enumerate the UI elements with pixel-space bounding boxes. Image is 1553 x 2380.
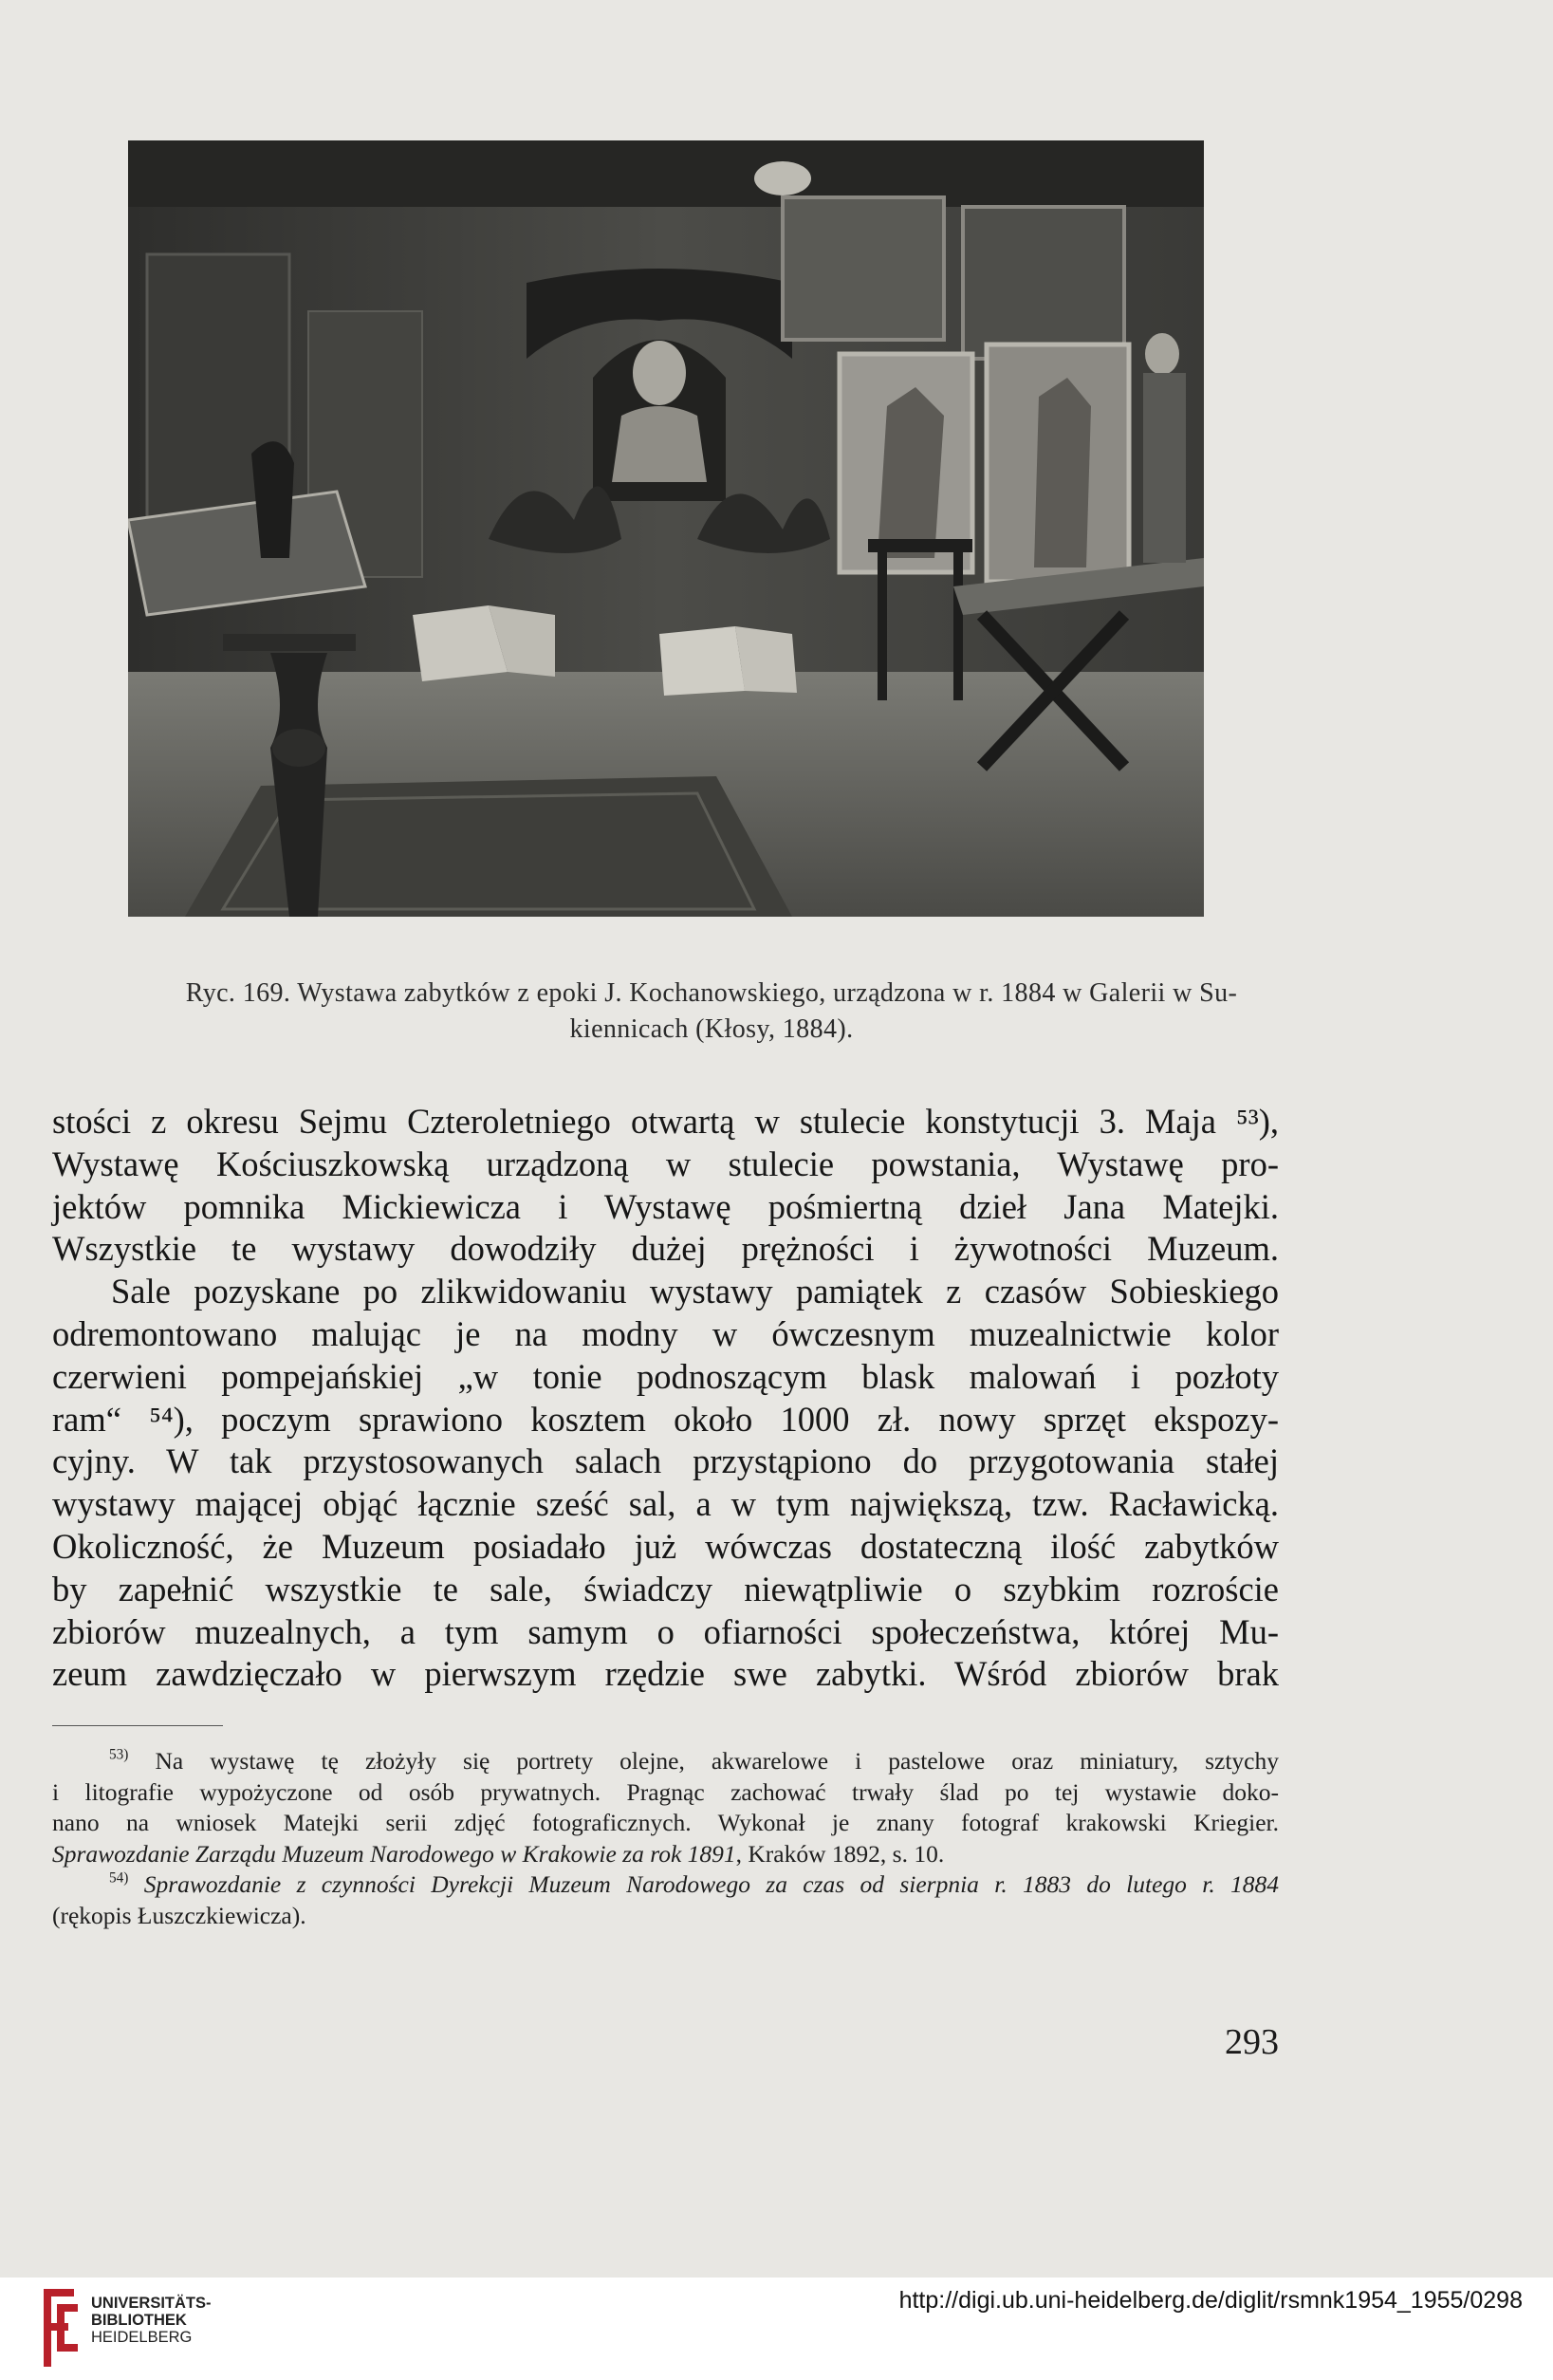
text-line: zeum zawdzięczało w pierwszym rzędzie swe zabytki. Wśród zbiorów brak	[52, 1654, 1279, 1694]
main-text	[52, 1101, 1279, 1696]
footnote-53-line-2: i litografie wypożyczone od osób prywatnych. Pragnąc zachować trwały ślad po tej wystawie doko-	[52, 1777, 1279, 1806]
text-line: Wystawę Kościuszkowską urządzoną w stulecie powstania, Wystawę pro-	[52, 1144, 1279, 1183]
exhibition-illustration	[128, 140, 1204, 917]
text-line: zbiorów muzealnych, a tym samym o ofiarności społeczeństwa, której Mu-	[52, 1611, 1279, 1651]
library-name	[91, 2295, 212, 2346]
text-line: by zapełnić wszystkie te sale, świadczy niewątpliwie o szybkim rozroście	[52, 1569, 1279, 1608]
footnote-citation: Sprawozdanie Zarządu Muzeum Narodowego w Krakowie za rok 1891	[52, 1839, 736, 1868]
source-url-link[interactable]: http://digi.ub.uni-heidelberg.de/diglit/rsmnk1954_1955/0298	[898, 2287, 1523, 2314]
text-line: wystawy mającej objąć łącznie sześć sal, a w tym największą, tzw. Racławicką.	[52, 1484, 1279, 1524]
figure-caption	[142, 976, 1281, 1048]
library-line-3: HEIDELBERG	[91, 2329, 193, 2346]
footnote-marker: 54)	[109, 1869, 129, 1887]
text-line: cyjny. W tak przystosowanych salach przystąpiono do przygotowania stałej	[52, 1441, 1279, 1481]
footnote-53-line-3: nano na wniosek Matejki serii zdjęć fotograficznych. Wykonał je znany fotograf krakowski Kriegier.	[52, 1809, 1279, 1836]
footnote-marker: 53)	[109, 1746, 129, 1763]
footnote-54-line-2: (rękopis Łuszczkiewicza).	[52, 1901, 306, 1929]
text-line: Okoliczność, że Muzeum posiadało już wówczas dostateczną ilość zabytków	[52, 1526, 1279, 1566]
caption-line-2: kiennicach (Kłosy, 1884).	[569, 1014, 854, 1044]
text-line: czerwieni pompejańskiej „w tonie podnoszącym blask malowań i pozłoty	[52, 1356, 1279, 1396]
page-number: 293	[1225, 2022, 1279, 2062]
footnote-53-line-1	[52, 1746, 1279, 1777]
footnote-54-line-1	[52, 1869, 1279, 1901]
text-line: Wszystkie te wystawy dowodziły dużej prężności i żywotności Muzeum.	[52, 1229, 1279, 1269]
footnote-53-line-4	[52, 1839, 1279, 1870]
text-line: ram“ ⁵⁴), poczym sprawiono kosztem około 1000 zł. nowy sprzęt ekspozy-	[52, 1399, 1279, 1439]
footnotes	[52, 1746, 1279, 1931]
text-line: Sale pozyskane po zlikwidowaniu wystawy pamiątek z czasów Sobieskiego	[111, 1272, 1279, 1311]
footnote-text: Na wystawę tę złożyły się portrety olejne, akwarelowe i pastelowe oraz miniatury, sztychy	[155, 1747, 1279, 1775]
footnote-citation: Sprawozdanie z czynności Dyrekcji Muzeum Narodowego za czas od sierpnia r. 1883 do lutego r. 1884	[143, 1870, 1280, 1898]
text-line: odremontowano malując je na modny w ówczesnym muzealnictwie kolor	[52, 1313, 1279, 1353]
text-line: stości z okresu Sejmu Czteroletniego otwartą w stulecie konstytucji 3. Maja ⁵³),	[52, 1102, 1279, 1141]
library-line-1: UNIVERSITÄTS-	[91, 2295, 212, 2312]
painting-image	[128, 140, 1204, 917]
library-logo-icon	[36, 2285, 80, 2371]
text-line: jektów pomnika Mickiewicza i Wystawę pośmiertną dzieł Jana Matejki.	[52, 1186, 1279, 1226]
footnote-separator	[52, 1725, 223, 1726]
caption-line-1: Ryc. 169. Wystawa zabytków z epoki J. Kochanowskiego, urządzona w r. 1884 w Galerii w Su-	[185, 978, 1238, 1008]
library-line-2: BIBLIOTHEK	[91, 2312, 187, 2329]
footnote-citation-rest: , Kraków 1892, s. 10.	[735, 1839, 945, 1868]
